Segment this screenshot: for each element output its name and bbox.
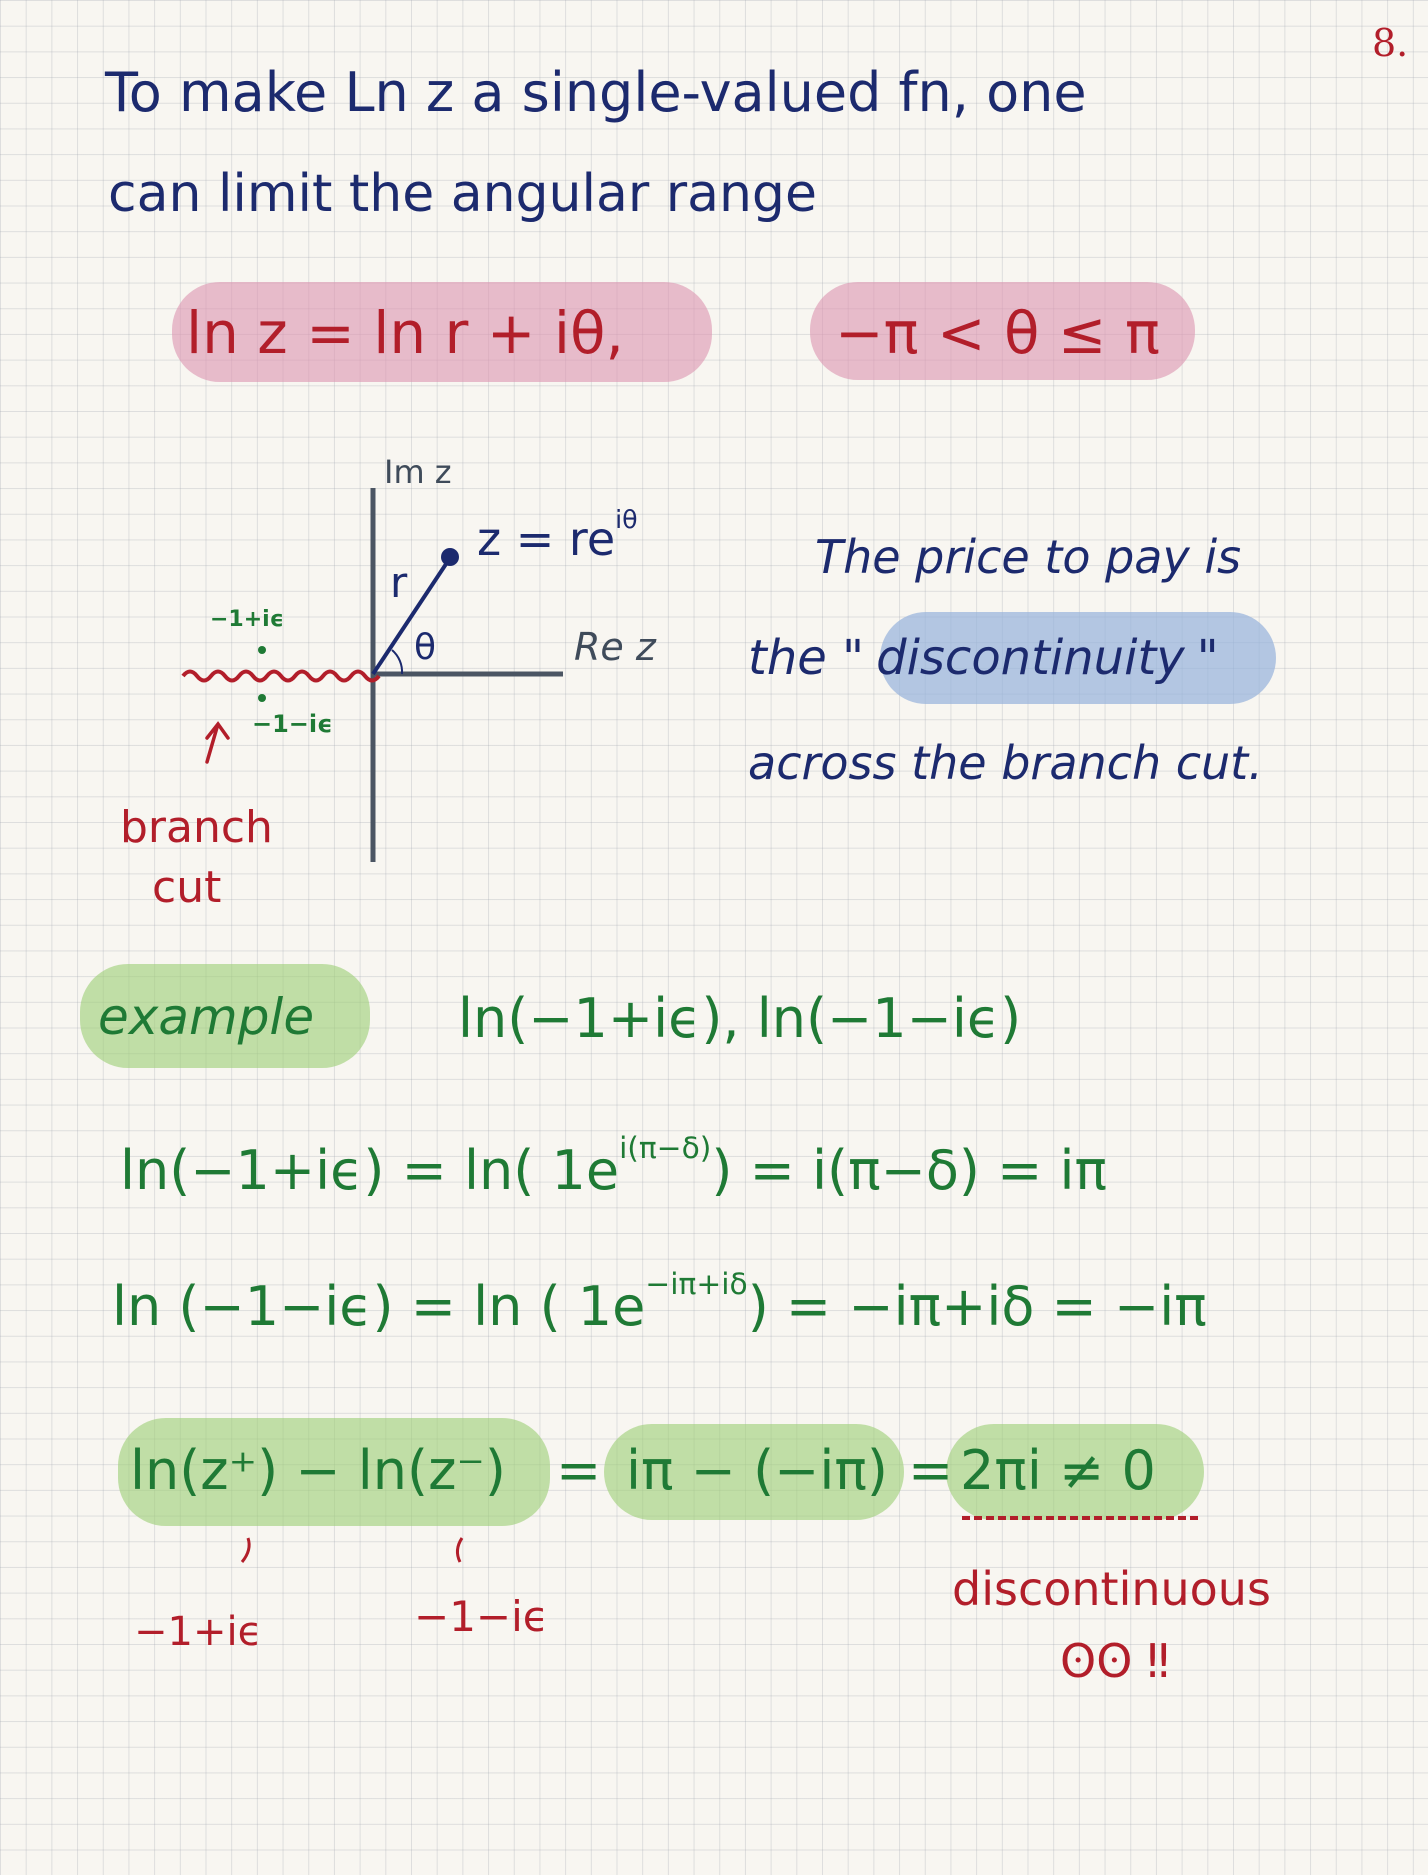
equation-1-rhs: ) = i(π−δ) = iπ <box>711 1139 1108 1202</box>
imaginary-axis-label: Im z <box>384 453 452 491</box>
difference-result: 2πi ≠ 0 <box>960 1439 1156 1502</box>
radius-label: r <box>390 558 408 607</box>
equation-2-exponent: −iπ+iδ <box>645 1266 748 1302</box>
lower-point-label: −1−iϵ <box>252 710 333 738</box>
equation-2-lhs: ln (−1−iϵ) = ln ( 1e <box>112 1275 646 1338</box>
difference-lhs: ln(z⁺) − ln(z⁻) <box>130 1439 506 1502</box>
price-note-line-3: across the branch cut. <box>748 736 1263 790</box>
price-note-line-1: The price to pay is <box>815 530 1242 584</box>
discontinuity-word: discontinuity <box>876 630 1185 686</box>
upper-point-label: −1+iϵ <box>210 607 284 632</box>
surprised-face-doodle: ʘʘ ‼ <box>1060 1634 1170 1688</box>
example-expression: ln(−1+iϵ), ln(−1−iϵ) <box>458 987 1022 1050</box>
difference-equals-1: = <box>556 1439 602 1502</box>
z-plus-value: −1+iϵ <box>134 1609 263 1655</box>
difference-equals-2: = <box>908 1439 954 1502</box>
z-minus-value: −1−iϵ <box>414 1592 549 1641</box>
equation-1-exponent: i(π−δ) <box>619 1130 712 1166</box>
point-z-label-exponent: iθ <box>615 505 638 535</box>
price-note-close: " <box>1196 630 1219 686</box>
example-label: example <box>98 988 315 1046</box>
real-axis-label: Re z <box>574 625 656 669</box>
discontinuous-label: discontinuous <box>952 1562 1271 1616</box>
equation-2-rhs: ) = −iπ+iδ = −iπ <box>747 1275 1207 1338</box>
intro-line-2: can limit the angular range <box>108 164 817 224</box>
minus-pointer <box>457 1538 462 1562</box>
cut-label: cut <box>152 862 222 913</box>
equation-1-lhs: ln(−1+iϵ) = ln( 1e <box>120 1139 620 1202</box>
plus-pointer <box>242 1538 249 1562</box>
page-number: 8. <box>1372 21 1409 65</box>
difference-middle: iπ − (−iπ) <box>626 1439 888 1502</box>
log-definition-formula: ln z = ln r + iθ, <box>186 299 624 367</box>
intro-line-1: To make Ln z a single-valued fn, one <box>105 61 1087 124</box>
angle-range: −π < θ ≤ π <box>835 299 1160 367</box>
theta-label: θ <box>414 627 437 668</box>
price-note-open: the " <box>748 630 865 686</box>
point-z-label-base: z = re <box>477 512 616 566</box>
branch-label: branch <box>120 802 273 853</box>
